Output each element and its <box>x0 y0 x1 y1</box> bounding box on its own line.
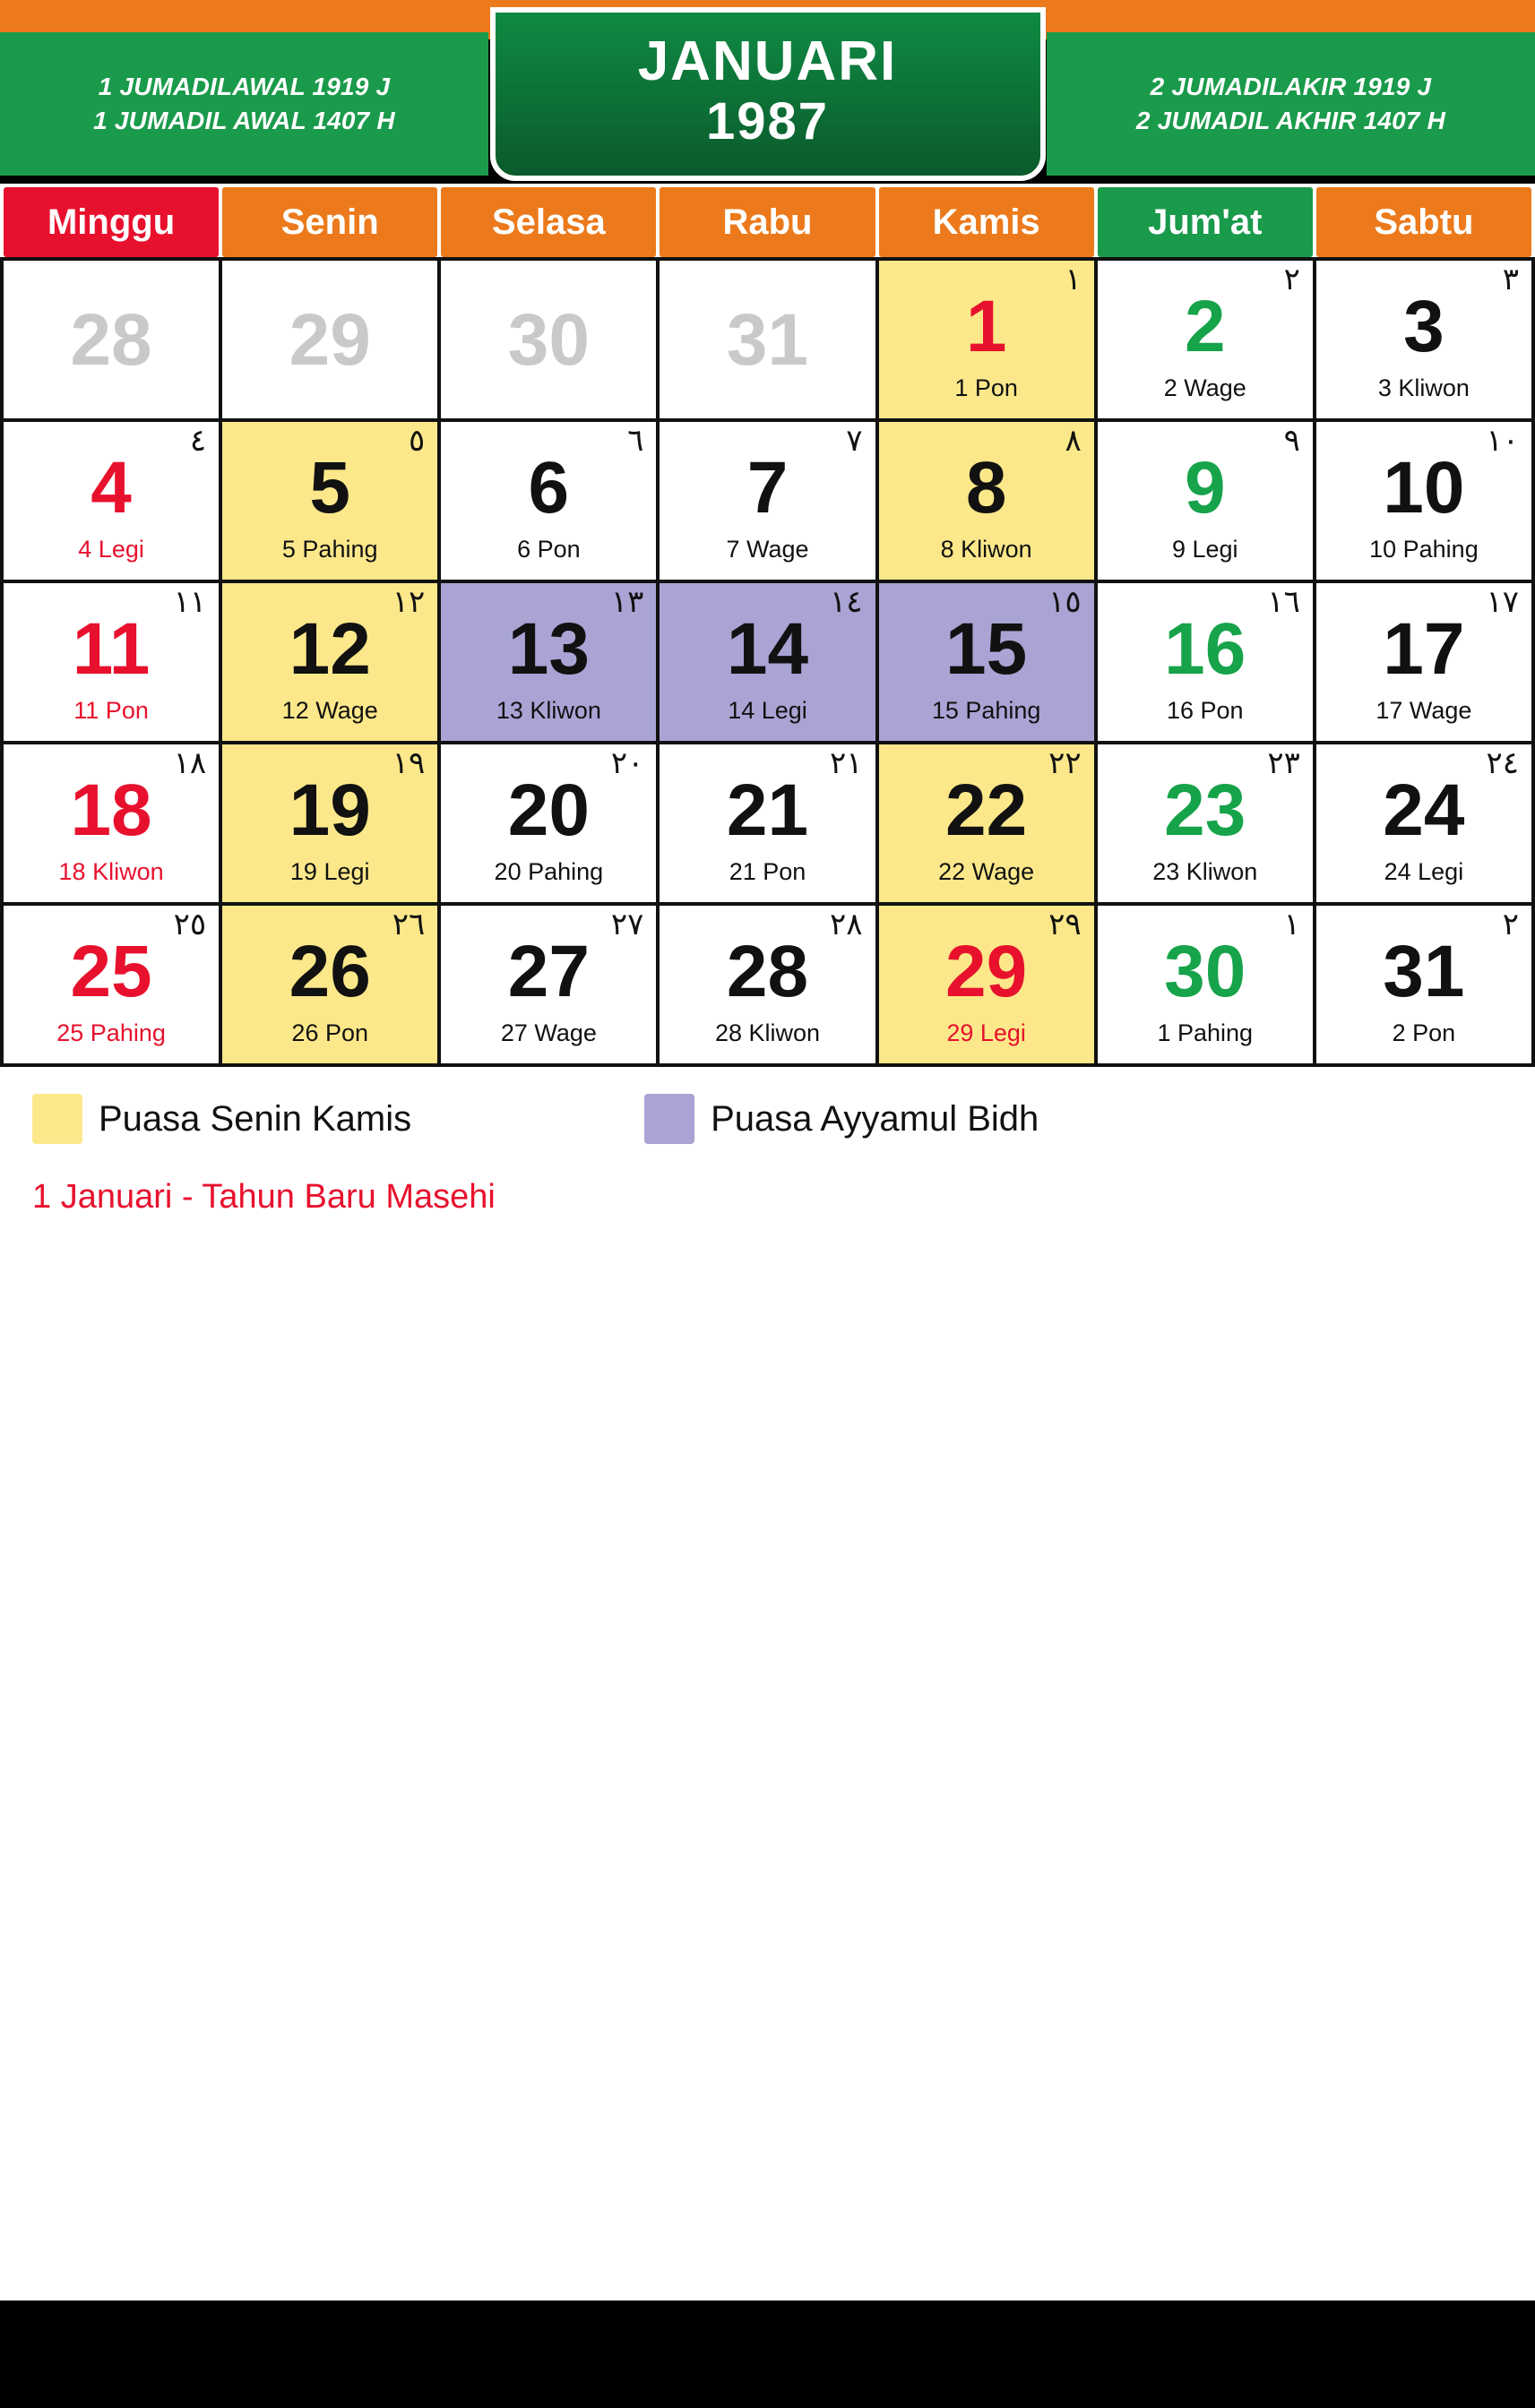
hijri-start-line-2: 1 JUMADIL AWAL 1407 H <box>93 107 395 134</box>
day-number: 14 <box>726 607 809 690</box>
hijri-end-line-1: 2 JUMADILAKIR 1919 J <box>1150 73 1432 101</box>
weekday-header-row <box>0 187 1535 257</box>
calendar-grid <box>0 257 1535 1067</box>
hijri-date: ١٦ <box>1267 584 1300 620</box>
day-cell[interactable] <box>441 583 656 741</box>
day-cell[interactable] <box>222 906 437 1063</box>
hijri-date: ١٠ <box>1486 423 1519 459</box>
day-number: 16 <box>1164 607 1246 690</box>
weekday-header-0: Minggu <box>4 187 219 257</box>
hijri-date: ٥ <box>409 423 426 459</box>
pasaran-label: 9 Legi <box>1171 535 1238 563</box>
day-number: 9 <box>1184 446 1226 529</box>
hijri-date: ٢٣ <box>1267 745 1300 781</box>
hijri-date: ٦ <box>627 423 644 459</box>
day-number: 3 <box>1403 285 1444 367</box>
pasaran-label: 12 Wage <box>281 696 378 724</box>
hijri-date: ١٥ <box>1048 584 1082 620</box>
hijri-start-panel <box>0 32 488 176</box>
day-number: 23 <box>1164 769 1246 851</box>
pasaran-label: 5 Pahing <box>281 535 378 563</box>
hijri-start-line-1: 1 JUMADILAWAL 1919 J <box>98 73 391 101</box>
month-name: JANUARI <box>637 30 898 92</box>
pasaran-label: 18 Kliwon <box>58 857 164 885</box>
hijri-date: ١٧ <box>1486 584 1519 620</box>
day-number: 17 <box>1383 607 1465 690</box>
day-number: 26 <box>289 930 371 1012</box>
day-number: 22 <box>945 769 1028 851</box>
holiday-note: 1 Januari - Tahun Baru Masehi <box>32 1178 496 1216</box>
pasaran-label: 27 Wage <box>500 1019 597 1046</box>
hijri-date: ٢ <box>1283 262 1300 297</box>
day-number: 6 <box>528 446 570 529</box>
day-number: 29 <box>945 930 1028 1012</box>
day-number: 2 <box>1184 285 1226 367</box>
day-number: 1 <box>965 285 1007 367</box>
day-cell[interactable] <box>4 422 219 580</box>
pasaran-label: 3 Kliwon <box>1377 374 1470 401</box>
day-cell[interactable] <box>1098 261 1313 418</box>
pasaran-label: 24 Legi <box>1384 857 1464 885</box>
day-cell[interactable] <box>222 744 437 902</box>
day-number: 18 <box>70 769 152 851</box>
day-cell[interactable] <box>879 583 1094 741</box>
weekday-header-2: Selasa <box>441 187 656 257</box>
weekday-header-1: Senin <box>222 187 437 257</box>
hijri-date: ٢٥ <box>173 907 207 942</box>
day-cell[interactable] <box>879 906 1094 1063</box>
calendar-banner <box>0 0 1535 184</box>
hijri-date: ٨ <box>1065 423 1082 459</box>
pasaran-label: 2 Pon <box>1392 1019 1456 1046</box>
pasaran-label: 23 Kliwon <box>1152 857 1258 885</box>
day-number: 4 <box>91 446 132 529</box>
day-cell[interactable] <box>4 583 219 741</box>
hijri-date: ٢١ <box>830 745 863 781</box>
day-cell[interactable] <box>879 422 1094 580</box>
legend-item <box>32 1094 411 1144</box>
day-cell[interactable] <box>1098 744 1313 902</box>
day-cell[interactable] <box>1098 906 1313 1063</box>
hijri-date: ١٢ <box>392 584 426 620</box>
weekday-header-6: Sabtu <box>1316 187 1531 257</box>
day-number: 30 <box>1164 930 1246 1012</box>
day-number: 10 <box>1383 446 1465 529</box>
day-number: 28 <box>70 299 152 381</box>
page-bottom-strip <box>0 2300 1535 2408</box>
day-number: 31 <box>1383 930 1465 1012</box>
hijri-date: ٩ <box>1283 423 1300 459</box>
hijri-date: ٢٠ <box>610 745 644 781</box>
pasaran-label: 14 Legi <box>728 696 807 724</box>
day-number: 19 <box>289 769 371 851</box>
hijri-date: ٢٦ <box>392 907 426 942</box>
pasaran-label: 7 Wage <box>726 535 809 563</box>
day-number: 25 <box>70 930 152 1012</box>
hijri-date: ١٨ <box>173 745 207 781</box>
pasaran-label: 26 Pon <box>291 1019 368 1046</box>
day-cell[interactable] <box>1316 744 1531 902</box>
hijri-date: ٢ <box>1502 907 1519 942</box>
pasaran-label: 13 Kliwon <box>496 696 601 724</box>
day-number: 12 <box>289 607 371 690</box>
day-cell[interactable] <box>441 261 656 418</box>
day-cell[interactable] <box>1098 422 1313 580</box>
legend <box>0 1067 1535 1144</box>
day-number: 29 <box>289 299 371 381</box>
day-number: 27 <box>507 930 590 1012</box>
pasaran-label: 10 Pahing <box>1369 535 1479 563</box>
day-number: 5 <box>309 446 351 529</box>
hijri-date: ١ <box>1065 262 1082 297</box>
day-number: 28 <box>726 930 809 1012</box>
day-number: 31 <box>726 299 809 381</box>
hijri-date: ٧ <box>846 423 863 459</box>
day-number: 15 <box>945 607 1028 690</box>
day-number: 13 <box>507 607 590 690</box>
hijri-date: ٤ <box>189 423 207 459</box>
pasaran-label: 22 Wage <box>938 857 1035 885</box>
day-number: 7 <box>746 446 789 529</box>
pasaran-label: 25 Pahing <box>56 1019 166 1046</box>
legend-swatch-icon <box>32 1094 82 1144</box>
hijri-end-panel <box>1047 32 1535 176</box>
hijri-date: ٢٤ <box>1486 745 1519 781</box>
hijri-date: ٢٢ <box>1048 745 1082 781</box>
day-number: 11 <box>72 607 151 690</box>
hijri-date: ٣ <box>1502 262 1519 297</box>
pasaran-label: 16 Pon <box>1166 696 1244 724</box>
pasaran-label: 19 Legi <box>289 857 370 885</box>
weekday-header-4: Kamis <box>879 187 1094 257</box>
pasaran-label: 1 Pon <box>954 374 1018 401</box>
legend-item <box>644 1094 1039 1144</box>
day-cell[interactable] <box>1098 583 1313 741</box>
day-cell[interactable] <box>1316 906 1531 1063</box>
hijri-date: ١٣ <box>610 584 644 620</box>
day-cell[interactable] <box>222 583 437 741</box>
pasaran-label: 2 Wage <box>1163 374 1246 401</box>
day-cell[interactable] <box>441 906 656 1063</box>
pasaran-label: 8 Kliwon <box>940 535 1032 563</box>
day-number: 24 <box>1383 769 1465 851</box>
day-cell[interactable] <box>879 261 1094 418</box>
day-cell[interactable] <box>4 261 219 418</box>
day-cell[interactable] <box>1316 422 1531 580</box>
day-cell[interactable] <box>222 261 437 418</box>
pasaran-label: 1 Pahing <box>1157 1019 1254 1046</box>
day-cell[interactable] <box>1316 261 1531 418</box>
legend-swatch-icon <box>644 1094 694 1144</box>
hijri-date: ١١ <box>173 584 207 620</box>
year-name: 1987 <box>705 91 830 150</box>
hijri-date: ٢٨ <box>830 907 863 942</box>
pasaran-label: 29 Legi <box>946 1019 1026 1046</box>
day-cell[interactable] <box>222 422 437 580</box>
day-cell[interactable] <box>879 744 1094 902</box>
pasaran-label: 6 Pon <box>517 535 581 563</box>
day-number: 20 <box>507 769 590 851</box>
pasaran-label: 11 Pon <box>73 696 149 724</box>
day-cell[interactable] <box>1316 583 1531 741</box>
day-cell[interactable] <box>660 261 875 418</box>
pasaran-label: 4 Legi <box>78 535 144 563</box>
day-number: 8 <box>965 446 1007 529</box>
pasaran-label: 21 Pon <box>729 857 806 885</box>
day-cell[interactable] <box>441 422 656 580</box>
day-cell[interactable] <box>660 583 875 741</box>
hijri-date: ٢٩ <box>1048 907 1082 942</box>
day-cell[interactable] <box>660 422 875 580</box>
day-number: 30 <box>507 299 590 381</box>
day-cell[interactable] <box>660 906 875 1063</box>
hijri-date: ٢٧ <box>610 907 644 942</box>
weekday-header-5: Jum'at <box>1098 187 1313 257</box>
hijri-date: ١٩ <box>392 745 426 781</box>
pasaran-label: 20 Pahing <box>494 857 604 885</box>
weekday-header-3: Rabu <box>660 187 875 257</box>
hijri-date: ١٤ <box>830 584 863 620</box>
day-cell[interactable] <box>4 906 219 1063</box>
day-cell[interactable] <box>660 744 875 902</box>
hijri-end-line-2: 2 JUMADIL AKHIR 1407 H <box>1135 107 1446 134</box>
pasaran-label: 28 Kliwon <box>714 1019 821 1046</box>
day-cell[interactable] <box>4 744 219 902</box>
hijri-date: ١ <box>1283 907 1300 942</box>
pasaran-label: 15 Pahing <box>931 696 1041 724</box>
month-title-plate <box>490 7 1046 181</box>
day-number: 21 <box>726 769 809 851</box>
day-cell[interactable] <box>441 744 656 902</box>
legend-label: Puasa Senin Kamis <box>99 1098 412 1139</box>
pasaran-label: 17 Wage <box>1375 696 1472 724</box>
legend-label: Puasa Ayyamul Bidh <box>711 1098 1039 1139</box>
